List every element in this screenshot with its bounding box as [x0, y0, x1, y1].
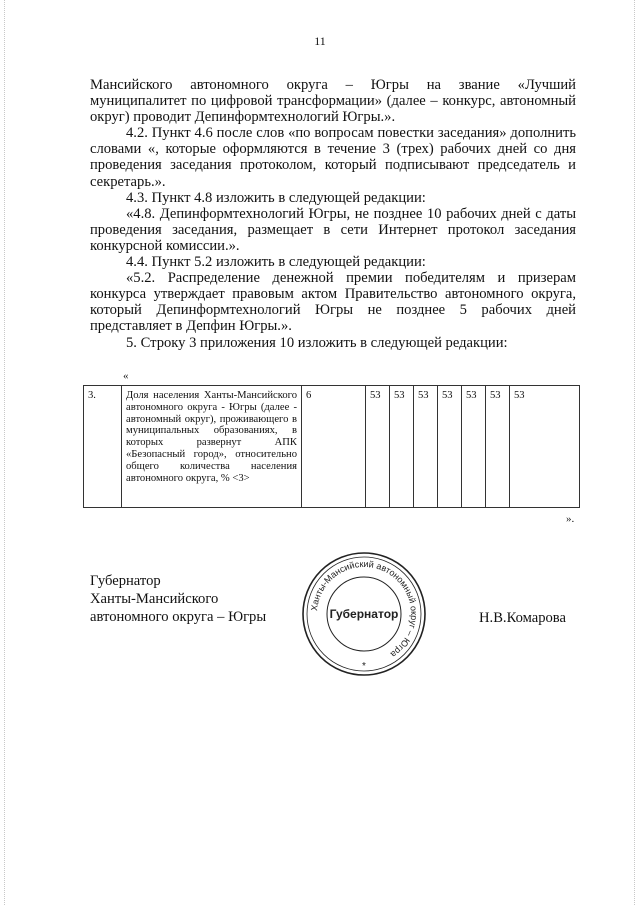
paragraph-2: 4.2. Пункт 4.6 после слов «по вопросам повестки заседания» дополнить словами «, которые оформляются в течение 3 (трех) рабочих дней со дня проведения заседания протоколом, который подписывают председатель и секретарь.».: [90, 125, 576, 190]
seal-ring-text: Ханты-Мансийский автономный округ – Югра: [309, 558, 420, 660]
signer-name: Н.В.Комарова: [479, 610, 566, 626]
indicator-description-cell: Доля населения Ханты-Мансийского автономного округа - Югры (далее - автономный округ), проживающего в муниципальных образованиях, в которых развернут АПК «Безопасный город», относительно общего количества населения автономного округа, % <3>: [122, 386, 302, 508]
page-number: 11: [314, 34, 326, 48]
table-close-quote: ».: [566, 513, 575, 525]
seal-star: *: [362, 661, 366, 672]
signer-region: Ханты-Мансийского: [90, 591, 219, 607]
paragraph-7: 5. Строку 3 приложения 10 изложить в следующей редакции:: [126, 334, 508, 351]
value-cell: 53: [390, 386, 414, 508]
base-value-cell: 6: [302, 386, 366, 508]
indicator-table: [83, 385, 580, 508]
value-cell: 53: [438, 386, 462, 508]
signer-block: [90, 572, 266, 626]
value-cell: 53: [486, 386, 510, 508]
table-row: [84, 386, 580, 508]
paragraph-4: «4.8. Депинформтехнологий Югры, не позднее 10 рабочих дней с даты проведения заседания, размещает в сети Интернет протокол заседания конкурсной комиссии.».: [90, 205, 576, 254]
table-open-quote: «: [123, 370, 129, 382]
seal-center-text: Губернатор: [329, 607, 399, 621]
signer-position: Губернатор: [90, 573, 161, 589]
value-cell: 53: [510, 386, 580, 508]
paragraph-1: Мансийского автономного округа – Югры на звание «Лучший муниципалитет по цифровой трансформации» (далее – конкурс, автономный округ) проводит Депинформтехнологий Югры.».: [90, 77, 576, 126]
scan-margin-left: [4, 0, 6, 905]
scan-margin-right: [634, 0, 636, 905]
governor-seal-icon: [300, 550, 428, 678]
body-text: [90, 77, 576, 351]
paragraph-5: 4.4. Пункт 5.2 изложить в следующей редакции:: [126, 254, 426, 271]
value-cell: 53: [462, 386, 486, 508]
paragraph-3: 4.3. Пункт 4.8 изложить в следующей редакции:: [126, 189, 426, 206]
row-number-cell: 3.: [84, 386, 122, 508]
paragraph-6: «5.2. Распределение денежной премии победителям и призерам конкурса утверждает правовым актом Правительство автономного округа, который Депинформтехнологий Югры не позднее 5 рабочих дней представляет в Депфин Югры.».: [90, 270, 576, 335]
value-cell: 53: [414, 386, 438, 508]
signer-region-2: автономного округа – Югры: [90, 609, 267, 625]
value-cell: 53: [366, 386, 390, 508]
